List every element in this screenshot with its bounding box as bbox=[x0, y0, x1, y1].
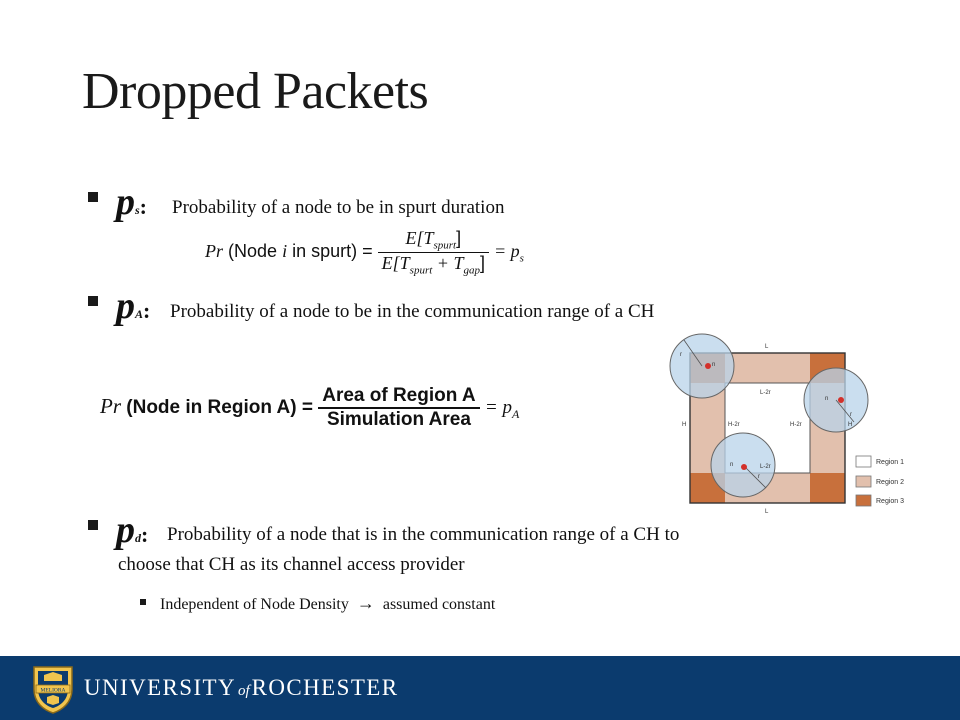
legend-swatch-region2 bbox=[856, 476, 871, 487]
university-wordmark: UNIVERSITY ofROCHESTER bbox=[84, 675, 399, 700]
symbol-ps: ps: bbox=[116, 181, 147, 223]
bullet-text-ps: Probability of a node to be in spurt duration bbox=[172, 197, 505, 218]
bullet-marker bbox=[88, 296, 98, 306]
dimension-inner-left: H-2r bbox=[728, 422, 740, 428]
legend-swatch-region1 bbox=[856, 456, 871, 467]
dimension-inner-top: L-2r bbox=[760, 390, 771, 396]
radius-label: r bbox=[758, 474, 760, 480]
bullet-text-pa: Probability of a node to be in the communication range of a CH bbox=[170, 301, 655, 322]
node-dot bbox=[838, 397, 844, 403]
dimension-bottom: L bbox=[765, 509, 769, 515]
dimension-top: L bbox=[765, 344, 769, 350]
seal-motto: MELIORA bbox=[40, 687, 66, 694]
sub-bullet-text: Independent of Node Density → assumed constant bbox=[160, 593, 496, 613]
dimension-left: H bbox=[682, 422, 687, 428]
bullet-text-pd-line2: choose that CH as its channel access provider bbox=[118, 554, 465, 575]
bullet-marker bbox=[88, 192, 98, 202]
bullet-marker bbox=[88, 520, 98, 530]
dimension-right: H bbox=[848, 422, 853, 428]
arrow-icon: → bbox=[356, 593, 375, 613]
radius-label: r bbox=[850, 412, 852, 418]
region-3-corner bbox=[810, 473, 845, 503]
dimension-inner-right: H-2r bbox=[790, 422, 802, 428]
bullet-text-pd-line1: Probability of a node that is in the communication range of a CH to bbox=[167, 524, 680, 545]
legend-label: Region 1 bbox=[876, 459, 905, 466]
footer-bar bbox=[0, 656, 960, 720]
symbol-pd: pd: bbox=[116, 509, 149, 551]
node-label: n bbox=[712, 362, 716, 368]
sub-bullet-marker bbox=[140, 599, 146, 605]
node-dot bbox=[741, 464, 747, 470]
node-dot bbox=[705, 363, 711, 369]
radius-label: r bbox=[680, 352, 682, 358]
slide-title: Dropped Packets bbox=[82, 63, 429, 120]
node-label: n bbox=[825, 396, 829, 402]
formula-region: Pr (Node in Region A) = $\frac{\text{Area of Region A}}{\text{Simulation Area}}$ = $p_A$ bbox=[100, 385, 520, 430]
university-seal-icon bbox=[30, 663, 76, 715]
legend-label: Region 2 bbox=[876, 479, 905, 486]
formula-spurt: Pr (Node i in spurt) = $\frac{E[T_{spurt}]}{E[T_{spurt} + T_{gap}]}$ = $p_s$ bbox=[205, 228, 524, 277]
legend-swatch-region3 bbox=[856, 495, 871, 506]
node-label: n bbox=[730, 462, 734, 468]
legend-label: Region 3 bbox=[876, 498, 905, 505]
dimension-inner-bottom: L-2r bbox=[760, 464, 771, 470]
region-diagram bbox=[640, 328, 930, 518]
symbol-pa: pA: bbox=[116, 285, 151, 327]
